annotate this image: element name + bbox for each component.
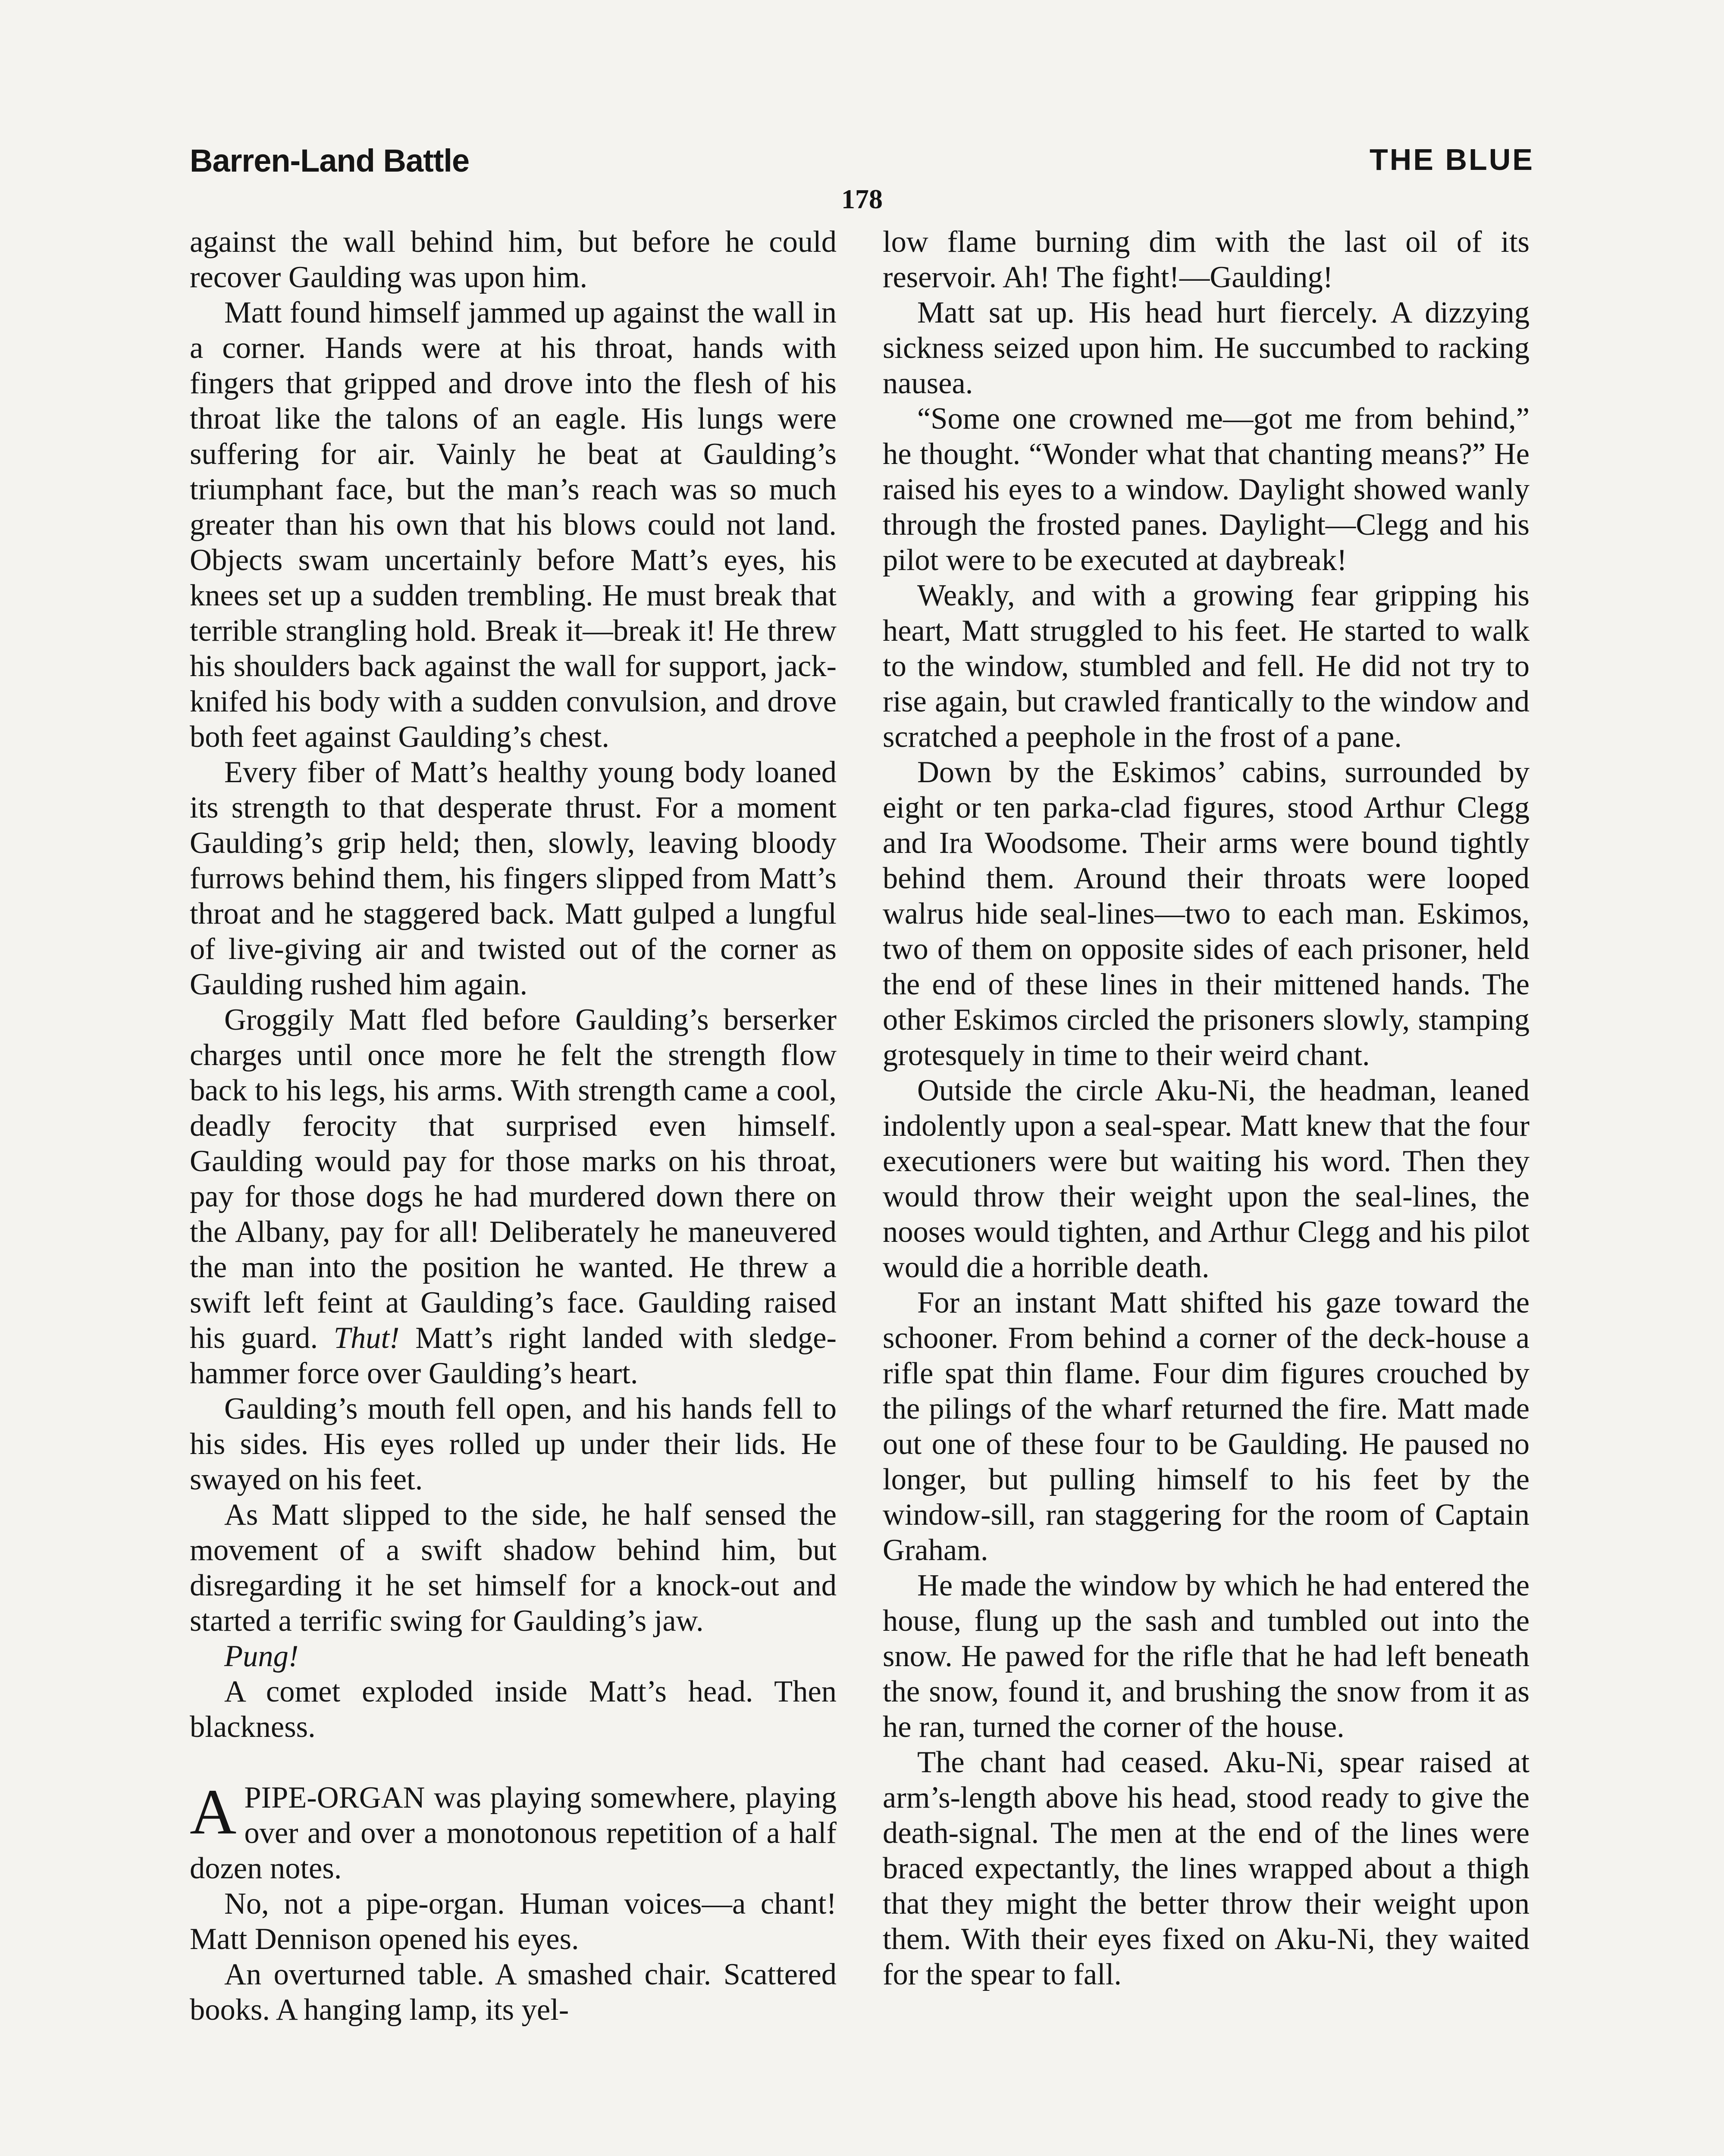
sound-effect: Thut! bbox=[333, 1321, 400, 1355]
paragraph: An overturned table. A smashed chair. Scattered books. A hanging lamp, its yel- bbox=[190, 1958, 837, 2027]
paragraph bbox=[190, 1639, 837, 1674]
sound-effect: Pung! bbox=[224, 1639, 299, 1673]
right-column bbox=[883, 224, 1530, 1992]
paragraph: No, not a pipe-organ. Human voices—a chant! Matt Dennison opened his eyes. bbox=[190, 1887, 837, 1956]
paragraph: Weakly, and with a growing fear gripping his heart, Matt struggled to his feet. He started to walk to the window, stumbled and fell. He did not try to rise again, but crawled frantically to the window and scratched a peephole in the frost of a pane. bbox=[883, 579, 1530, 754]
paragraph: For an instant Matt shifted his gaze toward the schooner. From behind a corner of the deck-house a rifle spat thin flame. Four dim figures crouched by the pilings of the wharf returned the fire. Matt made out one of these four to be Gaulding. He paused no longer, but pulling himself to his feet by the window-sill, ran staggering for the room of Captain Graham. bbox=[883, 1286, 1530, 1567]
paragraph: Matt sat up. His head hurt fiercely. A dizzying sickness seized upon him. He succumbed to racking nausea. bbox=[883, 296, 1530, 400]
paragraph: The chant had ceased. Aku-Ni, spear raised at arm’s-length above his head, stood ready to give the death-signal. The men at the end of the lines were braced expectantly, the lines wrapped about a thigh that they might the better throw their weight upon them. With their eyes fixed on Aku-Ni, they waited for the spear to fall. bbox=[883, 1745, 1530, 1991]
paragraph: He made the window by which he had entered the house, flung up the sash and tumbled out into the snow. He pawed for the rifle that he had left beneath the snow, found it, and brushing the snow from it as he ran, turned the corner of the house. bbox=[883, 1569, 1530, 1744]
left-column bbox=[190, 224, 837, 2028]
paragraph: A comet exploded inside Matt’s head. Then blackness. bbox=[190, 1675, 837, 1744]
drop-cap: A bbox=[190, 1776, 237, 1848]
paragraph: Every fiber of Matt’s healthy young body loaned its strength to that desperate thrust. For a moment Gaulding’s grip held; then, slowly, leaving bloody furrows behind them, his fingers slipped from Matt’s throat and he staggered back. Matt gulped a lungful of live-giving air and twisted out of the corner as Gaulding rushed him again. bbox=[190, 755, 837, 1001]
paragraph bbox=[190, 1002, 837, 1391]
paragraph: Outside the circle Aku-Ni, the headman, leaned indolently upon a seal-spear. Matt knew that the four executioners were but waiting his word. Then they would throw their weight upon the seal-lines, the nooses would tighten, and Arthur Clegg and his pilot would die a horrible death. bbox=[883, 1074, 1530, 1284]
caps-word: PIPE-ORGAN bbox=[244, 1781, 425, 1814]
paragraph: “Some one crowned me—got me from behind,” he thought. “Wonder what that chanting means?” He raised his eyes to a window. Daylight showed wanly through the frosted panes. Daylight—Clegg and his pilot were to be executed at daybreak! bbox=[883, 402, 1530, 577]
paragraph-tail: Matt’s right landed with sledge-hammer force over Gaulding’s heart. bbox=[190, 1321, 837, 1390]
paragraph: Down by the Eskimos’ cabins, surrounded by eight or ten parka-clad figures, stood Arthur Clegg and Ira Woodsome. Their arms were bound tightly behind them. Around their throats were looped walrus hide seal-lines—two to each man. Eskimos, two of them on opposite sides of each prisoner, held the end of these lines in their mittened hands. The other Eskimos circled the prisoners slowly, stamping grotesquely in time to their weird chant. bbox=[883, 755, 1530, 1072]
paragraph: Gaulding’s mouth fell open, and his hands fell to his sides. His eyes rolled up under their lids. He swayed on his feet. bbox=[190, 1392, 837, 1496]
paragraph: Matt found himself jammed up against the wall in a corner. Hands were at his throat, hands with fingers that gripped and drove into the flesh of his throat like the talons of an eagle. His lungs were suffering for air. Vainly he beat at Gaulding’s triumphant face, but the man’s reach was so much greater than his own that his blows could not land. Objects swam uncertainly before Matt’s eyes, his knees set up a sudden trembling. He must break that terrible strangling hold. Break it—break it! He threw his shoulders back against the wall for support, jack-knifed his body with a sudden convulsion, and drove both feet against Gaulding’s chest. bbox=[190, 296, 837, 754]
paragraph: low flame burning dim with the last oil of its reservoir. Ah! The fight!—Gaulding! bbox=[883, 225, 1530, 294]
page-number: 178 bbox=[841, 184, 883, 214]
paragraph: against the wall behind him, but before he could recover Gaulding was upon him. bbox=[190, 225, 837, 294]
paragraph-text: Groggily Matt fled before Gaulding’s berserker charges until once more he felt the strength flow back to his legs, his arms. With strength came a cool, deadly ferocity that surprised even himself. Gaulding would pay for those marks on his throat, pay for those dogs he had murdered down there on the Albany, pay for all! Deliberately he maneuvered the man into the position he wanted. He threw a swift left feint at Gaulding’s face. Gaulding raised his guard. bbox=[190, 1003, 837, 1355]
paragraph-text: was playing somewhere, playing over and over a monotonous repetition of a half dozen notes. bbox=[190, 1781, 837, 1885]
magazine-title: THE BLUE bbox=[1370, 143, 1534, 176]
paragraph: As Matt slipped to the side, he half sensed the movement of a swift shadow behind him, but disregarding it he set himself for a knock-out and started a terrific swing for Gaulding’s jaw. bbox=[190, 1498, 837, 1638]
section-start-paragraph bbox=[190, 1776, 837, 1886]
running-title: Barren-Land Battle bbox=[190, 143, 470, 179]
